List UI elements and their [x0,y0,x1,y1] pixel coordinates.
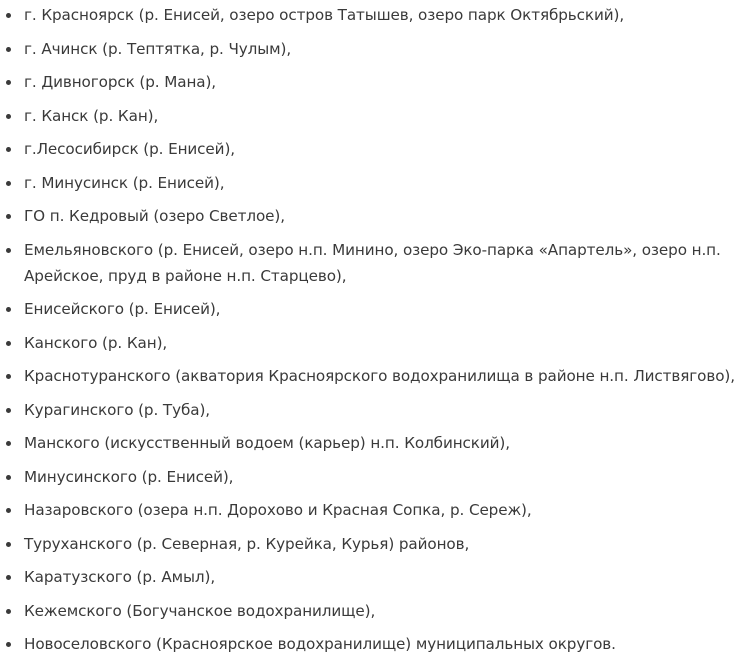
location-list [0,2,735,657]
list-item-text: г. Канск (р. Кан), [24,106,159,125]
list-item-text: Кежемского (Богучанское водохранилище), [24,601,376,620]
list-item-text: г. Красноярск (р. Енисей, озеро остров Татышев, озеро парк Октябрьский), [24,6,625,24]
list-item [0,397,735,423]
list-item-text: ГО п. Кедровый (озеро Светлое), [24,207,285,225]
list-item [0,203,735,229]
list-item [0,296,735,322]
list-item [0,330,735,356]
list-item [0,36,735,62]
list-item [0,430,735,456]
bullet-icon [6,181,11,186]
bullet-icon [6,114,11,119]
list-item [0,69,735,95]
bullet-icon [6,47,11,52]
list-item [0,564,735,590]
list-item-text: Новоселовского (Красноярское водохранилище) муниципальных округов. [24,635,616,653]
list-item [0,631,735,657]
list-item [0,2,735,28]
list-item-text: г. Дивногорск (р. Мана), [24,73,217,91]
list-item-text: Емельяновского (р. Енисей, озеро н.п. Минино, озеро Эко-парка «Апартель», озеро н.п. Арейское, пруд в районе н.п. Старцево), [24,240,721,285]
list-item-text: г.Лесосибирск (р. Енисей), [24,140,235,158]
list-item [0,170,735,196]
list-item-text: г. Ачинск (р. Тептятка, р. Чулым), [24,39,292,58]
list-item-text: Курагинского (р. Туба), [24,400,211,419]
bullet-icon [6,341,11,346]
list-item [0,363,735,389]
bullet-icon [6,508,11,513]
bullet-icon [6,147,11,152]
bullet-icon [6,408,11,413]
bullet-icon [6,214,11,219]
bullet-icon [6,609,11,614]
list-item [0,531,735,557]
list-item [0,237,735,289]
list-item-text: г. Минусинск (р. Енисей), [24,173,225,192]
bullet-icon [6,307,11,312]
bullet-icon [6,80,11,85]
bullet-icon [6,441,11,446]
list-item [0,598,735,624]
list-item [0,464,735,490]
list-item [0,136,735,162]
list-item-text: Туруханского (р. Северная, р. Курейка, Курья) районов, [24,534,470,553]
bullet-icon [6,13,11,18]
list-item [0,497,735,523]
bullet-icon [6,542,11,547]
list-item-text: Минусинского (р. Енисей), [24,467,234,486]
bullet-icon [6,575,11,580]
list-item-text: Манского (искусственный водоем (карьер) н.п. Колбинский), [24,434,510,452]
list-item-text: Каратузского (р. Амыл), [24,568,216,586]
list-item [0,103,735,129]
list-item-text: Канского (р. Кан), [24,333,168,352]
bullet-icon [6,475,11,480]
list-item-text: Енисейского (р. Енисей), [24,300,221,318]
bullet-icon [6,374,11,379]
list-item-text: Краснотуранского (акватория Красноярского водохранилища в районе н.п. Листвягово), [24,367,735,385]
bullet-icon [6,642,11,647]
list-item-text: Назаровского (озера н.п. Дорохово и Красная Сопка, р. Сереж), [24,501,532,519]
bullet-icon [6,248,11,253]
